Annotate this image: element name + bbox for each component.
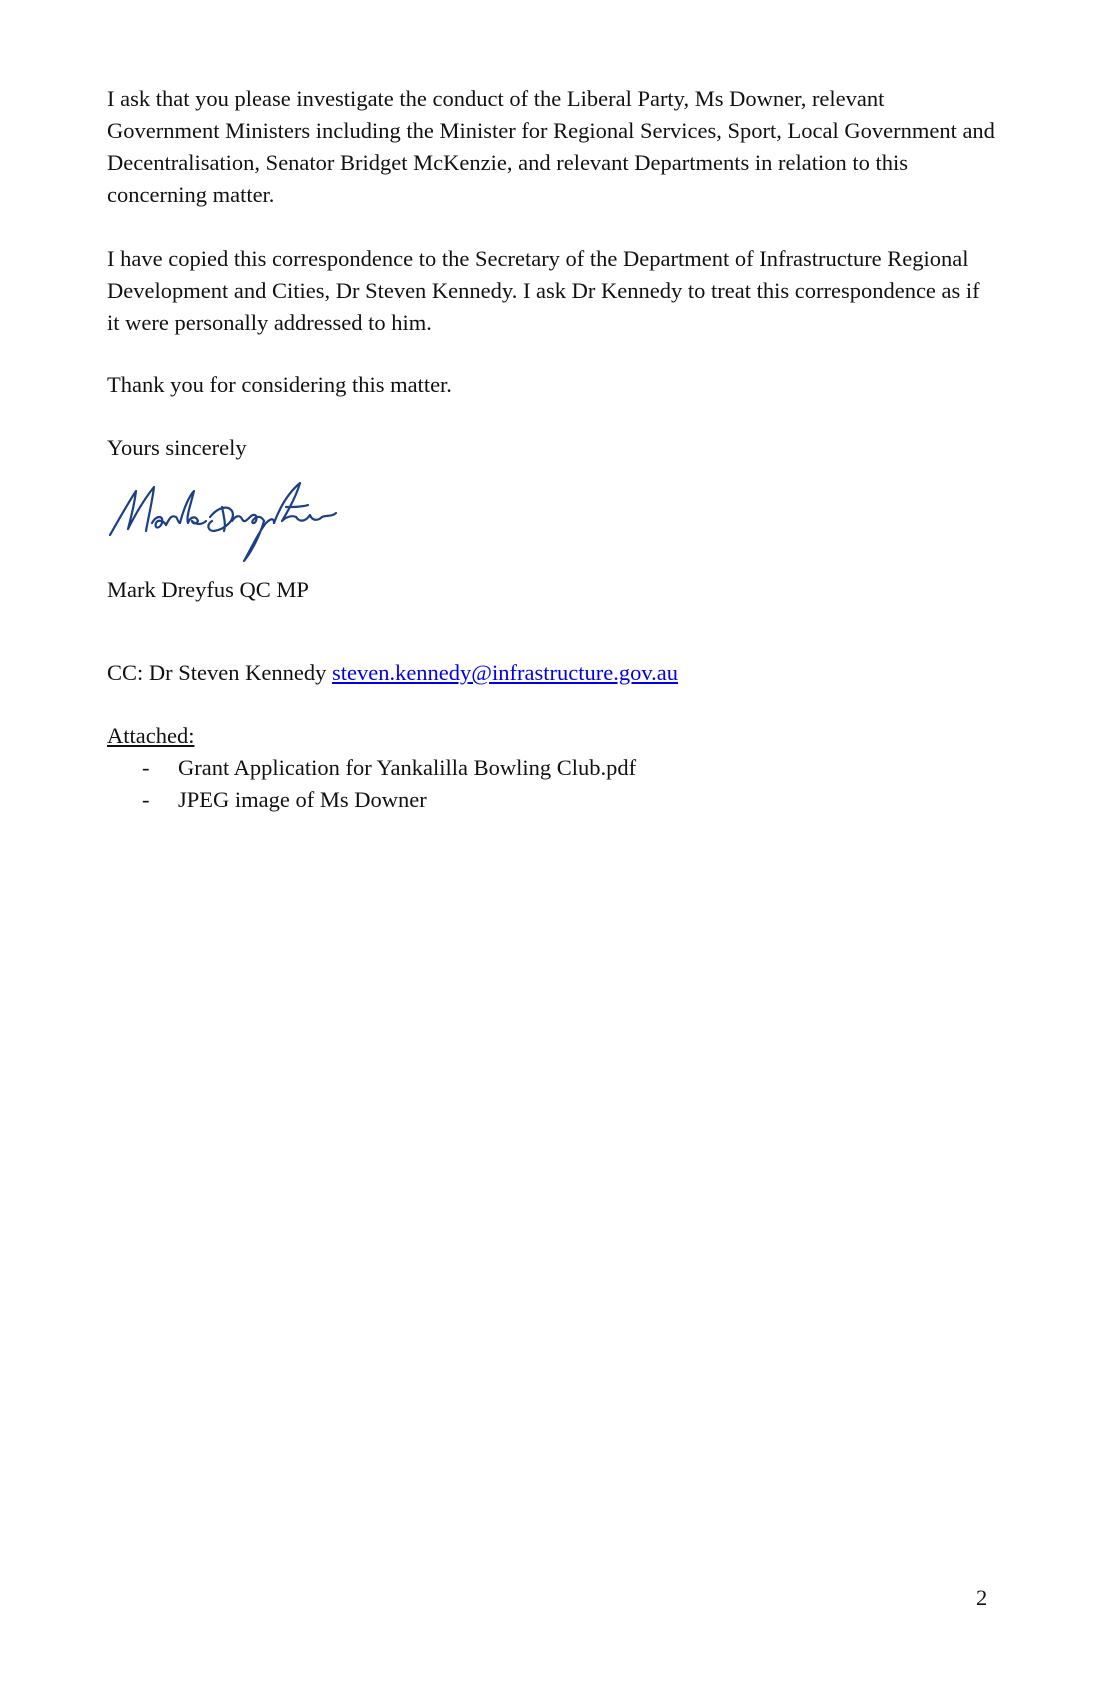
- handwritten-signature: [106, 477, 341, 573]
- list-item: [140, 784, 636, 816]
- page-number: 2: [976, 1585, 988, 1610]
- signer-name: Mark Dreyfus QC MP: [107, 577, 309, 602]
- closing-salutation: Yours sincerely: [107, 435, 247, 460]
- bullet-dash: -: [142, 787, 150, 812]
- cc-line: [107, 657, 997, 689]
- cc-prefix: CC: Dr Steven Kennedy: [107, 660, 332, 685]
- paragraph-investigation-request: I ask that you please investigate the conduct of the Liberal Party, Ms Downer, relevant Government Ministers including the Minister for Regional Services, Sport, Local Government and Decentralisation, Senator Bridget McKenzie, and relevant Departments in relation to this concerning matter.: [107, 86, 995, 207]
- paragraph-copied-correspondence: I have copied this correspondence to the Secretary of the Department of Infrastructure Regional Development and Cities, Dr Steven Kennedy. I ask Dr Kennedy to treat this correspondence as if it were personally addressed to him.: [107, 246, 980, 335]
- bullet-dash: -: [142, 755, 150, 780]
- attached-label: Attached:: [107, 723, 195, 748]
- list-item: [140, 752, 636, 784]
- paragraph-thank-you: Thank you for considering this matter.: [107, 372, 452, 397]
- cc-email-link[interactable]: steven.kennedy@infrastructure.gov.au: [331, 660, 678, 685]
- attachment-jpeg-image: JPEG image of Ms Downer: [178, 787, 427, 812]
- attachment-grant-application: Grant Application for Yankalilla Bowling Club.pdf: [178, 755, 637, 780]
- attachments-list: [140, 752, 636, 816]
